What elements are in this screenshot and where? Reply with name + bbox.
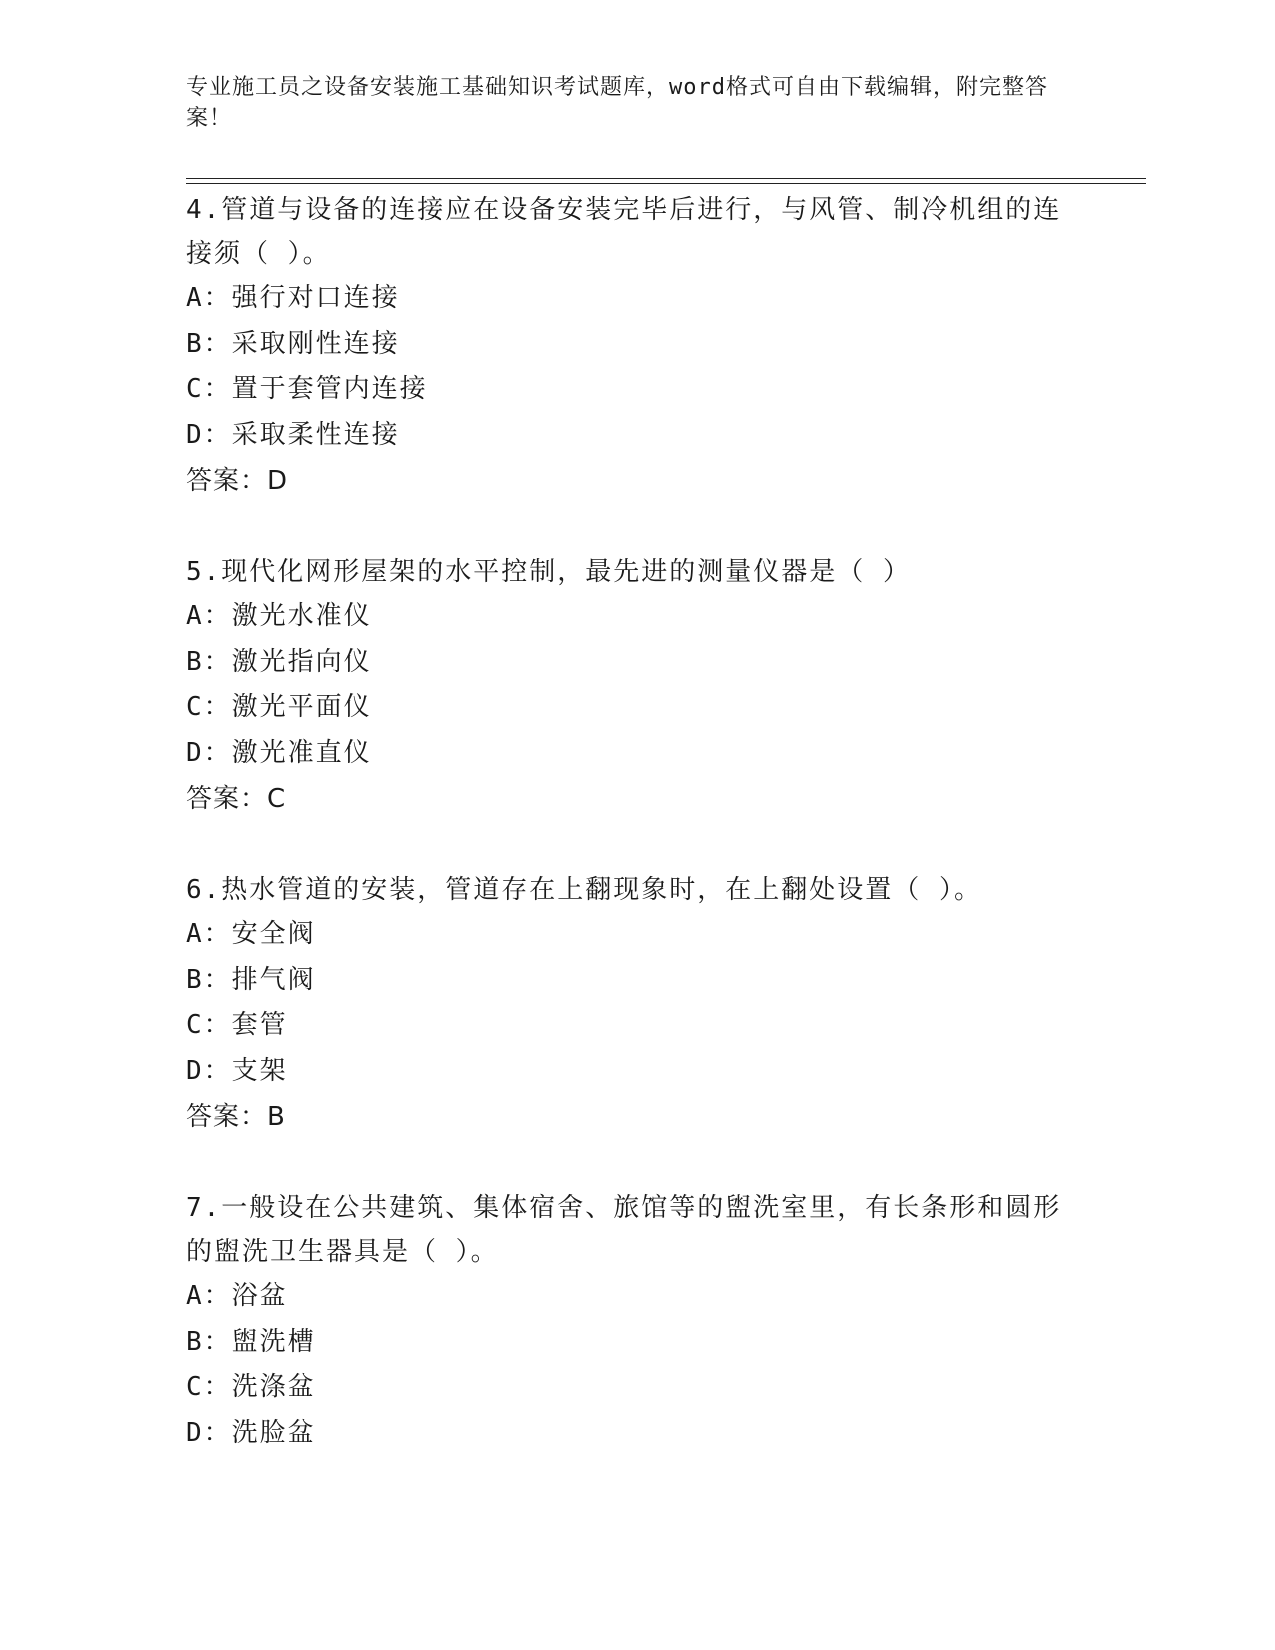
option-c: C：置于套管内连接 xyxy=(186,374,428,404)
option-a: A：强行对口连接 xyxy=(186,283,400,313)
option-b: B：采取刚性连接 xyxy=(186,328,400,359)
option-a: A：浴盆 xyxy=(186,1281,288,1311)
header-divider-bottom xyxy=(186,183,1146,184)
option-b: B：排气阀 xyxy=(186,964,316,995)
question-stem: 4.管道与设备的连接应在设备安装完毕后进行，与风管、制冷机组的连接须（ ）。 xyxy=(186,195,1062,269)
option-b: B：激光指向仪 xyxy=(186,646,372,677)
option-c: C：洗涤盆 xyxy=(186,1372,316,1402)
question-7 xyxy=(186,1186,1066,1456)
question-4 xyxy=(186,188,1066,504)
answer-line: 答案：D xyxy=(186,466,289,496)
option-a: A：激光水准仪 xyxy=(186,601,372,631)
option-c: C：激光平面仪 xyxy=(186,692,372,722)
option-d: D：洗脸盆 xyxy=(186,1417,316,1448)
document-header: 专业施工员之设备安装施工基础知识考试题库，word格式可自由下载编辑，附完整答案！ xyxy=(186,75,1048,131)
answer-line: 答案：C xyxy=(186,784,287,814)
question-stem: 6.热水管道的安装，管道存在上翻现象时，在上翻处设置（ ）。 xyxy=(186,875,982,905)
question-stem: 7.一般设在公共建筑、集体宿舍、旅馆等的盥洗室里，有长条形和圆形的盥洗卫生器具是（ ）。 xyxy=(186,1193,1062,1267)
option-c: C：套管 xyxy=(186,1010,288,1040)
question-stem: 5.现代化网形屋架的水平控制，最先进的测量仪器是（ ） xyxy=(186,557,911,587)
header-divider-top xyxy=(186,178,1146,179)
option-d: D：激光准直仪 xyxy=(186,737,372,768)
option-b: B：盥洗槽 xyxy=(186,1326,316,1357)
option-d: D：采取柔性连接 xyxy=(186,419,400,450)
question-5 xyxy=(186,550,1066,822)
option-d: D：支架 xyxy=(186,1055,288,1086)
answer-line: 答案：B xyxy=(186,1102,286,1132)
option-a: A：安全阀 xyxy=(186,919,316,949)
question-6 xyxy=(186,868,1066,1140)
